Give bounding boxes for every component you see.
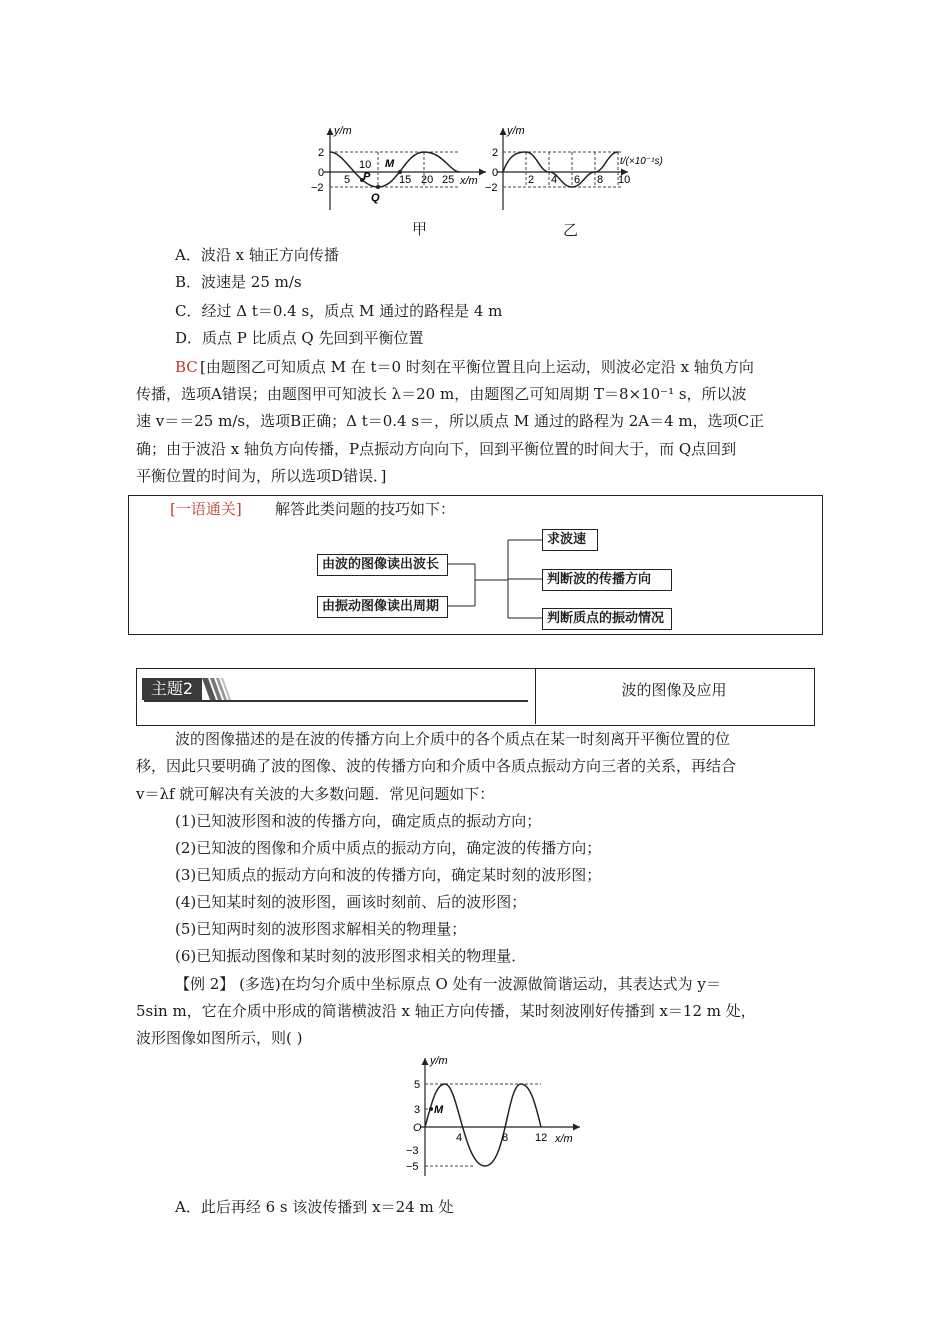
body-line: v＝λf 就可解决有关波的大多数问题．常见问题如下：: [136, 785, 495, 803]
fig2-point-m: M: [434, 1104, 444, 1116]
yi-xtick: 2: [528, 174, 535, 186]
yi-xtick: 6: [574, 174, 581, 186]
jia-xtick: 15: [399, 174, 412, 186]
point-m-marker: [429, 1107, 433, 1111]
option2-a: A．此后再经 6 s 该波传播到 x＝24 m 处: [175, 1198, 454, 1216]
option-c: C．经过 Δ t＝0.4 s，质点 M 通过的路程是 4 m: [175, 302, 503, 320]
fig2-ytick: 3: [414, 1104, 421, 1116]
jia-ylabel: y/m: [334, 125, 352, 137]
fig2-ylabel: y/m: [430, 1055, 448, 1067]
flow-box-wavelength: 由波的图像读出波长: [317, 554, 448, 576]
answer-letters: BC: [175, 358, 198, 376]
example2-line: 5sin m，它在介质中形成的简谐横波沿 x 轴正方向传播，某时刻波刚好传播到 x＝12 m 处，: [136, 1002, 756, 1020]
yi-xtick: 10: [618, 174, 631, 186]
option-a: A．波沿 x 轴正方向传播: [175, 246, 339, 264]
theme-title: 波的图像及应用: [621, 681, 727, 699]
fig2-origin: O: [413, 1122, 422, 1134]
problem-item: (1)已知波形图和波的传播方向，确定质点的振动方向；: [175, 812, 542, 830]
jia-ytick: 0: [318, 167, 325, 179]
yi-ylabel: y/m: [507, 125, 525, 137]
yi-ytick: 2: [492, 147, 499, 159]
point-p-label: P: [363, 171, 371, 183]
yi-xlabel: t/(×10⁻¹s): [620, 156, 663, 167]
graph-jia: [311, 125, 486, 210]
caption-jia: 甲: [412, 220, 428, 238]
body-line: 移，因此只要明确了波的图像、波的传播方向和介质中各质点振动方向三者的关系，再结合: [136, 757, 737, 775]
example2-line: 【例 2】 (多选)在均匀介质中坐标原点 O 处有一波源做简谐运动，其表达式为 y＝: [175, 975, 721, 993]
option-b: B．波速是 25 m/s: [175, 273, 302, 291]
option-d: D．质点 P 比质点 Q 先回到平衡位置: [175, 329, 424, 347]
theme-tag-stripes: [202, 678, 234, 700]
graph-yi: [485, 125, 663, 210]
yi-xtick: 8: [597, 174, 604, 186]
yi-ytick: −2: [485, 182, 498, 194]
jia-xtick: 20: [421, 174, 434, 186]
caption-yi: 乙: [563, 221, 579, 239]
tip-tag: [一语通关]: [170, 500, 242, 518]
yi-xtick: 4: [551, 174, 558, 186]
tip-text: 解答此类问题的技巧如下：: [275, 500, 456, 518]
fig2-ytick: 5: [414, 1079, 421, 1091]
theme-tag: 主题2: [142, 678, 202, 700]
jia-xlabel: x/m: [460, 175, 478, 187]
problem-item: (5)已知两时刻的波形图求解相关的物理量；: [175, 920, 467, 938]
jia-ytick: 2: [318, 147, 325, 159]
answer-line: 确；由于波沿 x 轴负方向传播，P点振动方向向下，回到平衡位置的时间大于，而 Q点回到: [136, 440, 737, 458]
jia-xtick: 25: [442, 174, 455, 186]
answer-line: 速 v＝＝25 m/s，选项B正确；Δ t＝0.4 s＝，所以质点 M 通过的路程为 2A＝4 m，选项C正: [136, 412, 765, 430]
flow-box-wave-speed: 求波速: [542, 529, 598, 551]
answer-line: [由题图乙可知质点 M 在 t＝0 时刻在平衡位置且向上运动，则波必定沿 x 轴负方向: [200, 358, 754, 376]
flow-box-period: 由振动图像读出周期: [317, 596, 448, 618]
point-q-label: Q: [371, 192, 380, 204]
figure-example2-wave: [380, 1050, 590, 1180]
jia-xtick: 5: [344, 174, 351, 186]
flow-box-direction: 判断波的传播方向: [542, 569, 672, 591]
problem-item: (6)已知振动图像和某时刻的波形图求相关的物理量．: [175, 947, 527, 965]
example2-line: 波形图像如图所示，则( ): [136, 1029, 303, 1047]
figure-wave-graphs: [300, 120, 700, 216]
problem-item: (4)已知某时刻的波形图，画该时刻前、后的波形图；: [175, 893, 527, 911]
fig2-xtick: 12: [535, 1132, 548, 1144]
point-m-label: M: [385, 158, 395, 170]
fig2-ytick: −3: [406, 1145, 419, 1157]
fig2-xtick: 4: [456, 1132, 463, 1144]
fig2-ytick: −5: [406, 1161, 419, 1173]
problem-item: (2)已知波的图像和介质中质点的振动方向，确定波的传播方向；: [175, 839, 602, 857]
flow-box-vibration: 判断质点的振动情况: [542, 608, 672, 630]
answer-line: 平衡位置的时间为，所以选项D错误．]: [136, 467, 387, 485]
answer-line: 传播，选项A错误；由题图甲可知波长 λ＝20 m，由题图乙可知周期 T＝8×10⁻¹ s，所以波: [136, 385, 747, 403]
yi-ytick: 0: [492, 167, 499, 179]
problem-item: (3)已知质点的振动方向和波的传播方向，确定某时刻的波形图；: [175, 866, 602, 884]
fig2-xlabel: x/m: [555, 1133, 573, 1145]
jia-xtick: 10: [359, 159, 372, 171]
point-q-marker: [376, 185, 380, 189]
fig2-xtick: 8: [502, 1132, 509, 1144]
jia-ytick: −2: [311, 182, 324, 194]
point-m-marker: [398, 170, 402, 174]
body-line: 波的图像描述的是在波的传播方向上介质中的各个质点在某一时刻离开平衡位置的位: [175, 730, 731, 748]
